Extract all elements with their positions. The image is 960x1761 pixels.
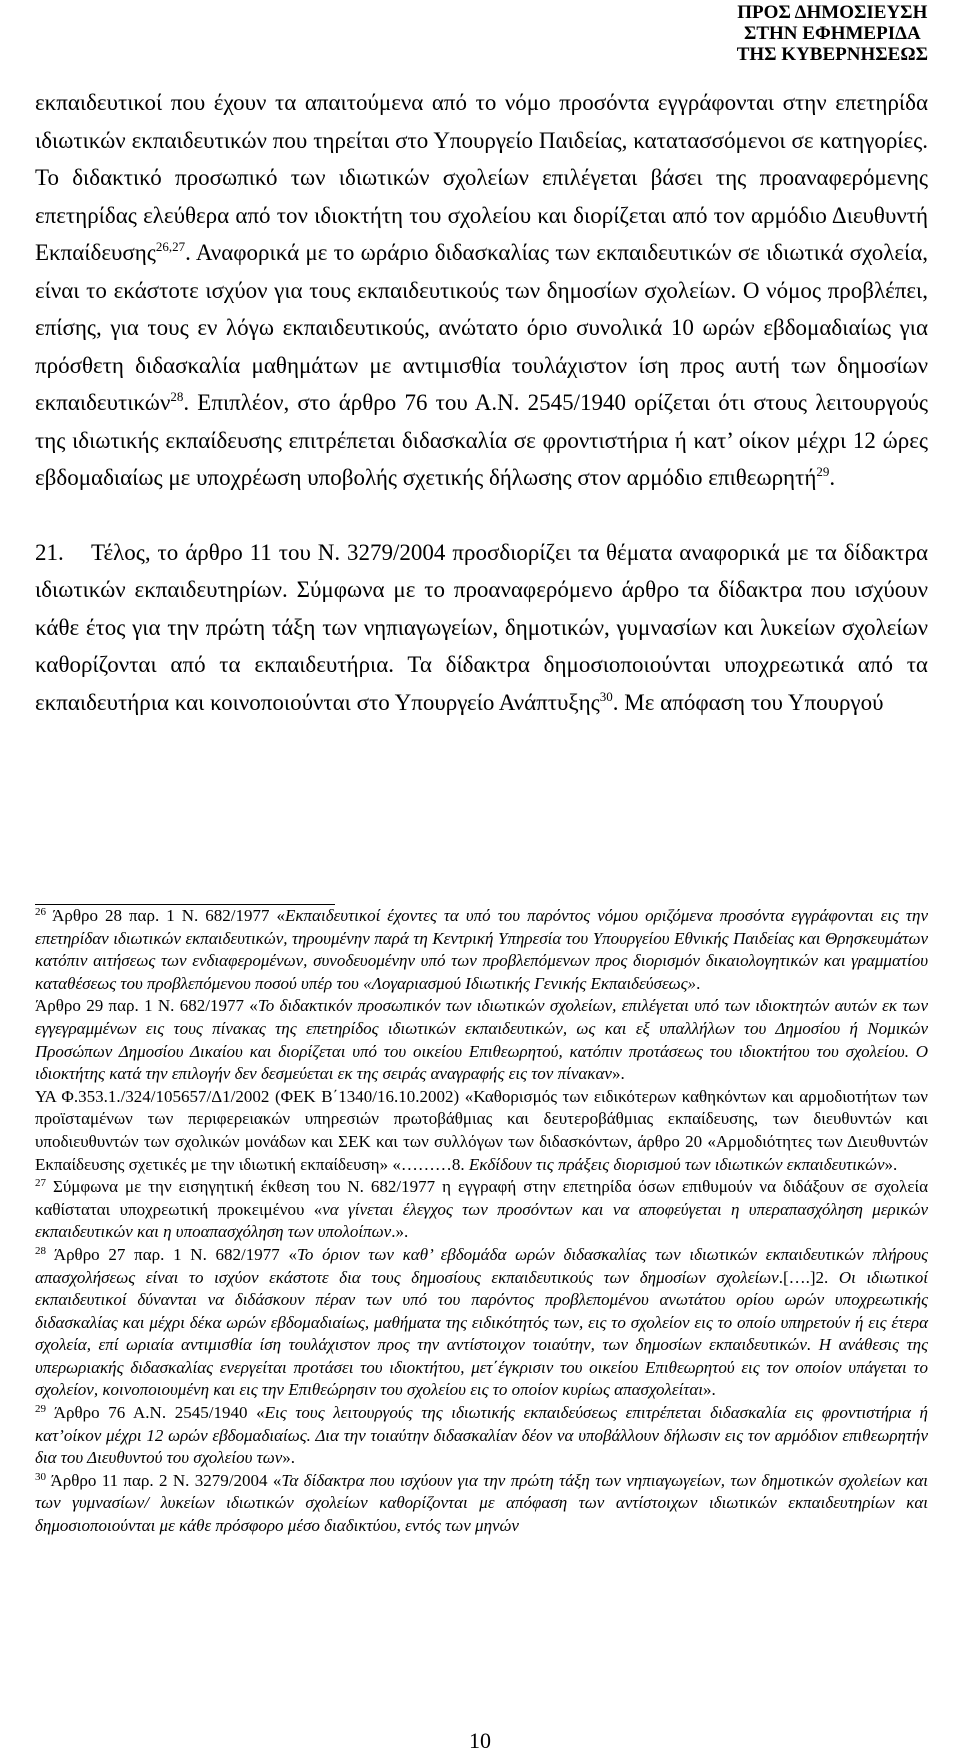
header-line-1: ΠΡΟΣ ΔΗΜΟΣΙΕΥΣΗ xyxy=(737,2,928,23)
footnote-ref-28: 28 xyxy=(170,389,184,404)
header-line-2: ΣΤΗΝ ΕΦΗΜΕΡΙΔΑ xyxy=(743,23,921,44)
paragraph-number: 21. xyxy=(35,539,64,565)
publication-header xyxy=(737,2,928,65)
page-number: 10 xyxy=(469,1728,491,1753)
footnote-28: $^{28}$ Άρθρο 27 παρ. 1 Ν. 682/1977 «Το όριον των καθ’ εβδομάδα ωρών διδασκαλίας των ιδιωτικών εκπαιδευτικών πλήρους απασχολήσεως είναι το ισχύον εκάστοτε δια τους δημοσίους εκπαιδευτικούς των δημοσίων σχολείων.[….]2. Οι ιδιωτικοί εκπαιδευτικοί δύνανται να διδάσκουν πέραν των υπό του παρόντος προβλεπομένου ανωτάτου ορίου ωρών υποχρεωτικής διδασκαλίας και μέχρι δέκα ωρών εβδομαδιαίως, μαθήματα της ειδικότητός των, εις το σχολείον εις το οποίο υπηρετούν ή εις έτερα σχολεία, επί ωριαία αντιμισθία ίση τουλάχιστον προς την αντίστοιχον τοιαύτην, των δημοσίων εκπαιδευτικών. Η ανάθεσις της υπερωριακής διδασκαλίας ενεργείται προτάσει του ιδιοκτήτου, μετ΄έγκρισιν του οικείου Επιθεωρητού εις τον οποίον υπάγεται το σχολείον, κοινοποιουμένη και εις την Επιθεώρησιν του σχολείου εις το οποίον κυρίως απασχολείται». xyxy=(35,1244,929,1400)
footnote-26-part-2: Άρθρο 29 παρ. 1 Ν. 682/1977 «Το διδακτικόν προσωπικόν των ιδιωτικών σχολείων, επιλέγεται υπό των ιδιοκτητών αυτών εκ των εγγεγραμμένων εις τους πίνακας της επετηρίδος ιδιωτικών εκπαιδευτικών, ως και εξ υπαλλήλων του Δημοσίου ή Νομικών Προσώπων Δημοσίου Δικαίου και διορίζεται υπό του οικείου Επιθεωρητού, κατόπιν προτάσεως του ιδιοκτήτου του σχολείου. Ο ιδιοκτήτης κατά την επιλογήν δεν δεσμεύεται εκ της σειράς αναγραφής εις τον πίνακαν». xyxy=(35,996,928,1084)
footnote-ref-26-27: 26,27 xyxy=(155,239,186,254)
footnote-27: $^{27}$ Σύμφωνα με την εισηγητική έκθεση του Ν. 682/1977 η εγγραφή στην επετηρίδα όσων επιθυμούν να διδάξουν σε σχολεία καθίσταται υποχρεωτική προκειμένου «να γίνεται έλεγχος των προσόντων και να αποφεύγεται η υπεραπασχόληση μερικών εκπαιδευτικών και η υποαπασχόληση των υπολοίπων.». xyxy=(35,1177,928,1242)
paragraph-20-continued: εκπαιδευτικοί που έχουν τα απαιτούμενα από το νόμο προσόντα εγγράφονται στην επετηρίδα ιδιωτικών εκπαιδευτικών που τηρείται στο Υπουργείο Παιδείας, κατατασσόμενοι σε κατηγορίες. Το διδακτικό προσωπικό των ιδιωτικών σχολείων επιλέγεται βάσει της προαναφερόμενης επετηρίδας ελεύθερα από τον ιδιοκτήτη του σχολείου και διορίζεται από τον αρμόδιο Διευθυντή Εκπαίδευσης$^{26,27}$. Αναφορικά με το ωράριο διδασκαλίας των εκπαιδευτικών σε ιδιωτικά σχολεία, είναι το εκάστοτε ισχύον για τους εκπαιδευτικούς των δημοσίων σχολείων. Ο νόμος προβλέπει, επίσης, για τους εν λόγω εκπαιδευτικούς, ανώτατο όριο συνολικά 10 ωρών εβδομαδιαίως για πρόσθετη διδασκαλία μαθημάτων με αντιμισθία τουλάχιστον ίση προς αυτή των δημοσίων εκπαιδευτικών$^{28}$. Επιπλέον, στο άρθρο 76 του Α.Ν. 2545/1940 ορίζεται ότι στους λειτουργούς της ιδιωτικής εκπαίδευσης επιτρέπεται διδασκαλία σε φροντιστήρια ή κατ’ οίκον μέχρι 12 ώρες εβδομαδιαίως με υποχρέωση υποβολής σχετικής δήλωσης στον αρμόδιο επιθεωρητή$^{29}$. xyxy=(35,90,928,490)
header-line-3: ΤΗΣ ΚΥΒΕΡΝΗΣΕΩΣ xyxy=(736,44,928,65)
footnote-ref-30: 30 xyxy=(599,688,613,704)
paragraph-21: 21. Τέλος, το άρθρο 11 του Ν. 3279/2004 προσδιορίζει τα θέματα αναφορικά με τα δίδακτρα ιδιωτικών εκπαιδευτηρίων. Σύμφωνα με το προαναφερόμενο άρθρο τα δίδακτρα που ισχύουν κάθε έτος για την πρώτη τάξη των νηπιαγωγείων, δημοτικών, γυμνασίων και λυκείων σχολείων καθορίζονται από τα εκπαιδευτήρια. Τα δίδακτρα δημοσιοποιούνται υποχρεωτικά από τα εκπαιδευτήρια και κοινοποιούνται στο Υπουργείο Ανάπτυξης$^{30}$. Με απόφαση του Υπουργού xyxy=(35,534,928,722)
footnote-30: $^{30}$ Άρθρο 11 παρ. 2 Ν. 3279/2004 «Τα δίδακτρα που ισχύουν για την πρώτη τάξη των νηπιαγωγείων, των δημοτικών σχολείων και των γυμνασίων/ λυκείων ιδιωτικών σχολείων καθορίζονται με απόφαση των αντίστοιχων ιδιωτικών εκπαιδευτηρίων και δημοσιοποιούνται με κάθε πρόσφορο μέσο διαδικτύου, εντός των μηνών xyxy=(35,1470,929,1536)
footnotes xyxy=(35,905,928,1538)
footnote-29: $^{29}$ Άρθρο 76 Α.Ν. 2545/1940 «Εις τους λειτουργούς της ιδιωτικής εκπαιδεύσεως επιτρέπεται διδασκαλία εις φροντιστήρια ή κατ’οίκον μέχρι 12 ωρών εβδομαδιαίως. Δια την τοιαύτην διδασκαλίαν δέον να υποβάλλουν δήλωσιν εις τον αρμόδιον επιθεωρητήν δια του Διευθυντού του σχολείου των». xyxy=(35,1403,928,1468)
footnote-ref-29: 29 xyxy=(816,464,830,479)
footnote-26-part-3: ΥΑ Φ.353.1./324/105657/Δ1/2002 (ΦΕΚ Β΄1340/16.10.2002) «Καθορισμός των ειδικότερων καθηκόντων και αρμοδιοτήτων των προϊσταμένων των περιφερειακών υπηρεσιών πρωτοβάθμιας και δευτεροβάθμιας εκπαίδευσης, των διευθυντών και υποδιευθυντών των σχολικών μονάδων και ΣΕΚ και των συλλόγων των διδασκόντων, άρθρο 20 «Αρμοδιότητες των Διευθυντών Εκπαίδευσης σχετικές με την ιδιωτική εκπαίδευση» «………8. Εκδίδουν τις πράξεις διορισμού των ιδιωτικών εκπαιδευτικών». xyxy=(35,1086,928,1174)
main-text xyxy=(35,84,928,721)
footnote-26: $^{26}$ Άρθρο 28 παρ. 1 Ν. 682/1977 «Εκπαιδευτικοί έχοντες τα υπό του παρόντος νόμου οριζόμενα προσόντα εγγράφονται εις την επετηρίδαν ιδιωτικών εκπαιδευτικών, τηρουμένην παρά τη Κεντρική Υπηρεσία του Υπουργείου Εθνικής Παιδείας και Θρησκευμάτων κατόπιν αιτήσεως των ενδιαφερομένων, συνοδευομένην υπό των προβλεπόμενων προς διορισμόν δικαιολογητικών και γραμματίου καταθέσεως του προβλεπόμενου ποσού υπέρ του «Λογαριασμού Ιδιωτικής Γενικής Εκπαιδεύσεως». xyxy=(35,906,928,993)
